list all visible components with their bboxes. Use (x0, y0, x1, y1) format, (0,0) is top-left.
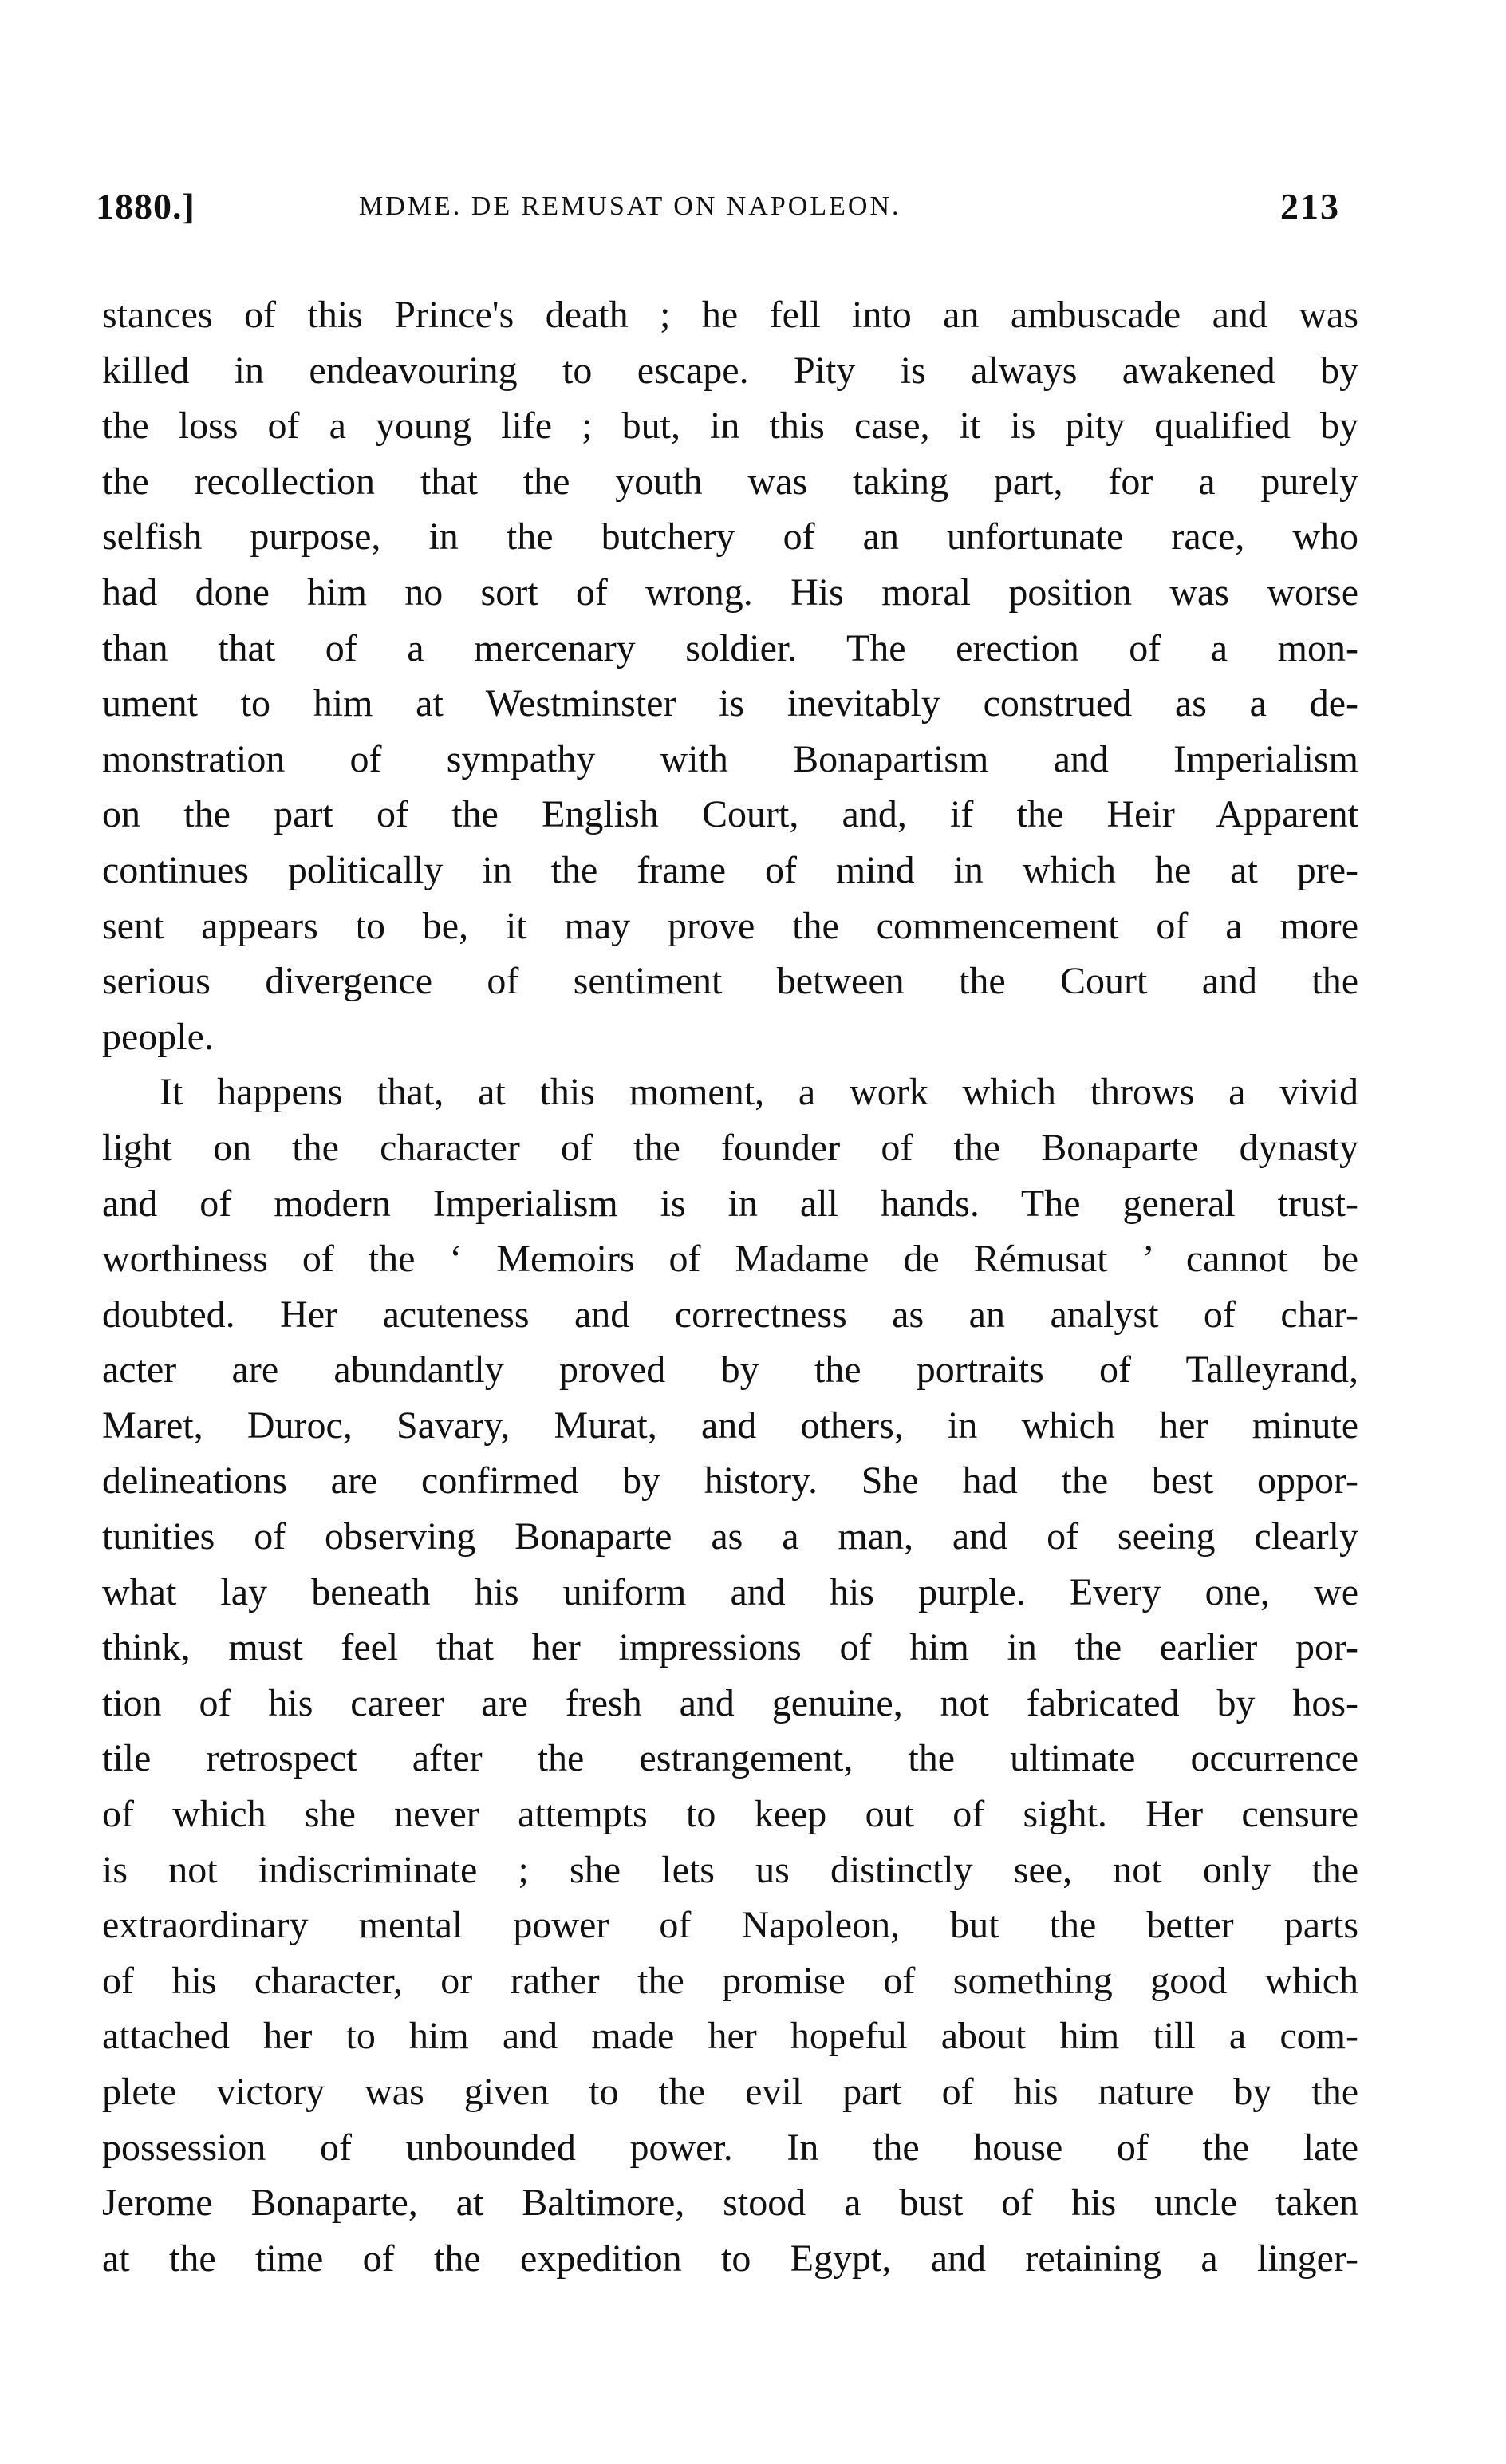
text-line: light on the character of the founder of the Bonaparte dynasty (102, 1126, 1358, 1169)
text-line: Jerome Bonaparte, at Baltimore, stood a bust of his uncle taken (102, 2182, 1358, 2225)
text-line: selfish purpose, in the butchery of an unfortunate race, who (102, 515, 1358, 559)
text-line: than that of a mercenary soldier. The erection of a mon- (102, 626, 1358, 669)
paragraph-start-line: It happens that, at this moment, a work which throws a vivid (160, 1071, 1358, 1114)
text-line: the recollection that the youth was taking part, for a purely (102, 460, 1358, 503)
text-line: acter are abundantly proved by the portraits of Talleyrand, (102, 1348, 1358, 1392)
text-line: stances of this Prince's death ; he fell into an ambuscade and was (102, 294, 1358, 336)
text-line: and of modern Imperialism is in all hands. The general trust- (102, 1182, 1358, 1225)
text-line: plete victory was given to the evil part of his nature by the (102, 2071, 1358, 2113)
text-line: delineations are confirmed by history. She had the best oppor- (102, 1459, 1358, 1502)
text-line: of his character, or rather the promise of something good which (102, 1959, 1358, 2002)
text-line: Maret, Duroc, Savary, Murat, and others, in which her minute (102, 1404, 1358, 1447)
text-line: of which she never attempts to keep out of sight. Her censure (102, 1793, 1358, 1836)
text-line: the loss of a young life ; but, in this case, it is pity qualified by (102, 405, 1358, 448)
text-line: monstration of sympathy with Bonapartism and Imperialism (102, 737, 1358, 780)
text-line: killed in endeavouring to escape. Pity is always awakened by (102, 349, 1358, 392)
text-line: think, must feel that her impressions of him in the earlier por- (102, 1626, 1358, 1669)
text-line: people. (102, 1015, 214, 1058)
text-line: is not indiscriminate ; she lets us distinctly see, not only the (102, 1848, 1358, 1891)
text-line: tion of his career are fresh and genuine, not fabricated by hos- (102, 1681, 1358, 1724)
text-line: tile retrospect after the estrangement, the ultimate occurrence (102, 1737, 1358, 1780)
text-line: tunities of observing Bonaparte as a man, and of seeing clearly (102, 1515, 1358, 1558)
text-line: serious divergence of sentiment between the Court and the (102, 960, 1358, 1003)
running-title: MDME. DE REMUSAT ON NAPOLEON. (359, 192, 901, 221)
text-line: what lay beneath his uniform and his purple. Every one, we (102, 1570, 1358, 1613)
text-line: continues politically in the frame of mind in which he at pre- (102, 848, 1358, 891)
page-number: 213 (1280, 186, 1340, 227)
text-line: on the part of the English Court, and, if the Heir Apparent (102, 793, 1358, 836)
text-line: had done him no sort of wrong. His moral position was worse (102, 571, 1358, 614)
text-line: at the time of the expedition to Egypt, and retaining a linger- (102, 2237, 1358, 2280)
text-line: possession of unbounded power. In the house of the late (102, 2126, 1358, 2169)
body-text (102, 287, 1358, 2286)
text-line: doubted. Her acuteness and correctness as an analyst of char- (102, 1293, 1358, 1336)
text-line: sent appears to be, it may prove the commencement of a more (102, 904, 1358, 947)
header-year: 1880.] (96, 186, 195, 227)
text-line: extraordinary mental power of Napoleon, but the better parts (102, 1904, 1358, 1947)
running-header (96, 185, 1340, 241)
text-line: ument to him at Westminster is inevitably construed as a de- (102, 682, 1358, 725)
text-line: attached her to him and made her hopeful about him till a com- (102, 2015, 1358, 2058)
text-line: worthiness of the ‘ Memoirs of Madame de Rémusat ’ cannot be (102, 1238, 1358, 1281)
